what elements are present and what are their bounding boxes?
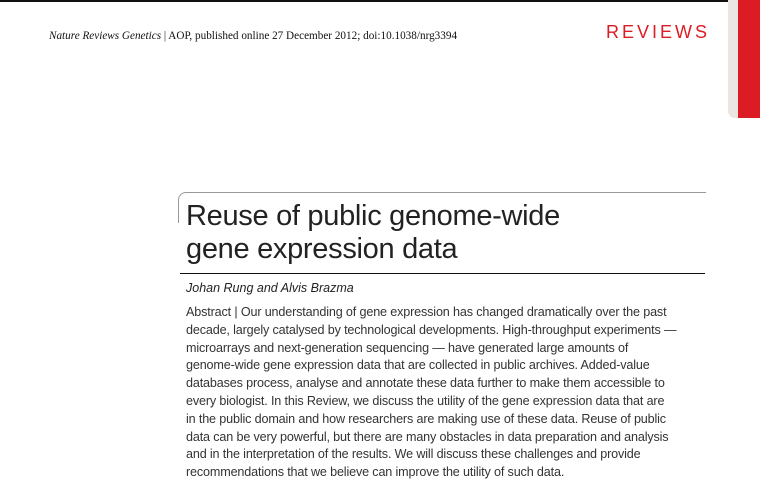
abstract-line: in the public domain and how researchers are making use of these data. Reuse of public [186,411,666,426]
section-tab-marker [738,0,760,118]
abstract-line: genome-wide gene expression data that are collected in public archives. Added-value [186,358,650,373]
title-rule [180,273,705,274]
section-label: REVIEWS [606,22,711,42]
abstract-line: and in the interpretation of the results. We will discuss these challenges and provide [186,447,641,462]
top-border [0,0,760,2]
journal-name: Nature Reviews Genetics [49,30,162,42]
article-title [186,200,560,266]
abstract-line: recommendations that we believe can improve the utility of such data. [186,465,565,480]
abstract-line: databases process, analyse and annotate these data further to make them accessible to [186,376,665,391]
abstract-line: every biologist. In this Review, we discuss the utility of the gene expression data that are [186,393,665,408]
citation: AOP, published online 27 December 2012; doi:10.1038/nrg3394 [168,30,458,42]
running-header [49,30,457,42]
title-line: Reuse of public genome-wide [186,200,560,232]
abstract-line: data can be very powerful, but there are many obstacles in data preparation and analysis [186,429,669,444]
authors: Johan Rung and Alvis Brazma [186,281,354,295]
title-line: gene expression data [186,233,458,265]
abstract-line: Abstract | Our understanding of gene expression has changed dramatically over the past [186,305,667,319]
header-separator: | [161,30,169,42]
abstract [186,304,676,482]
abstract-line: decade, largely catalysed by technological developments. High-throughput experiments — [186,322,677,337]
abstract-line: microarrays and next-generation sequencing — have generated large amounts of [186,340,629,355]
